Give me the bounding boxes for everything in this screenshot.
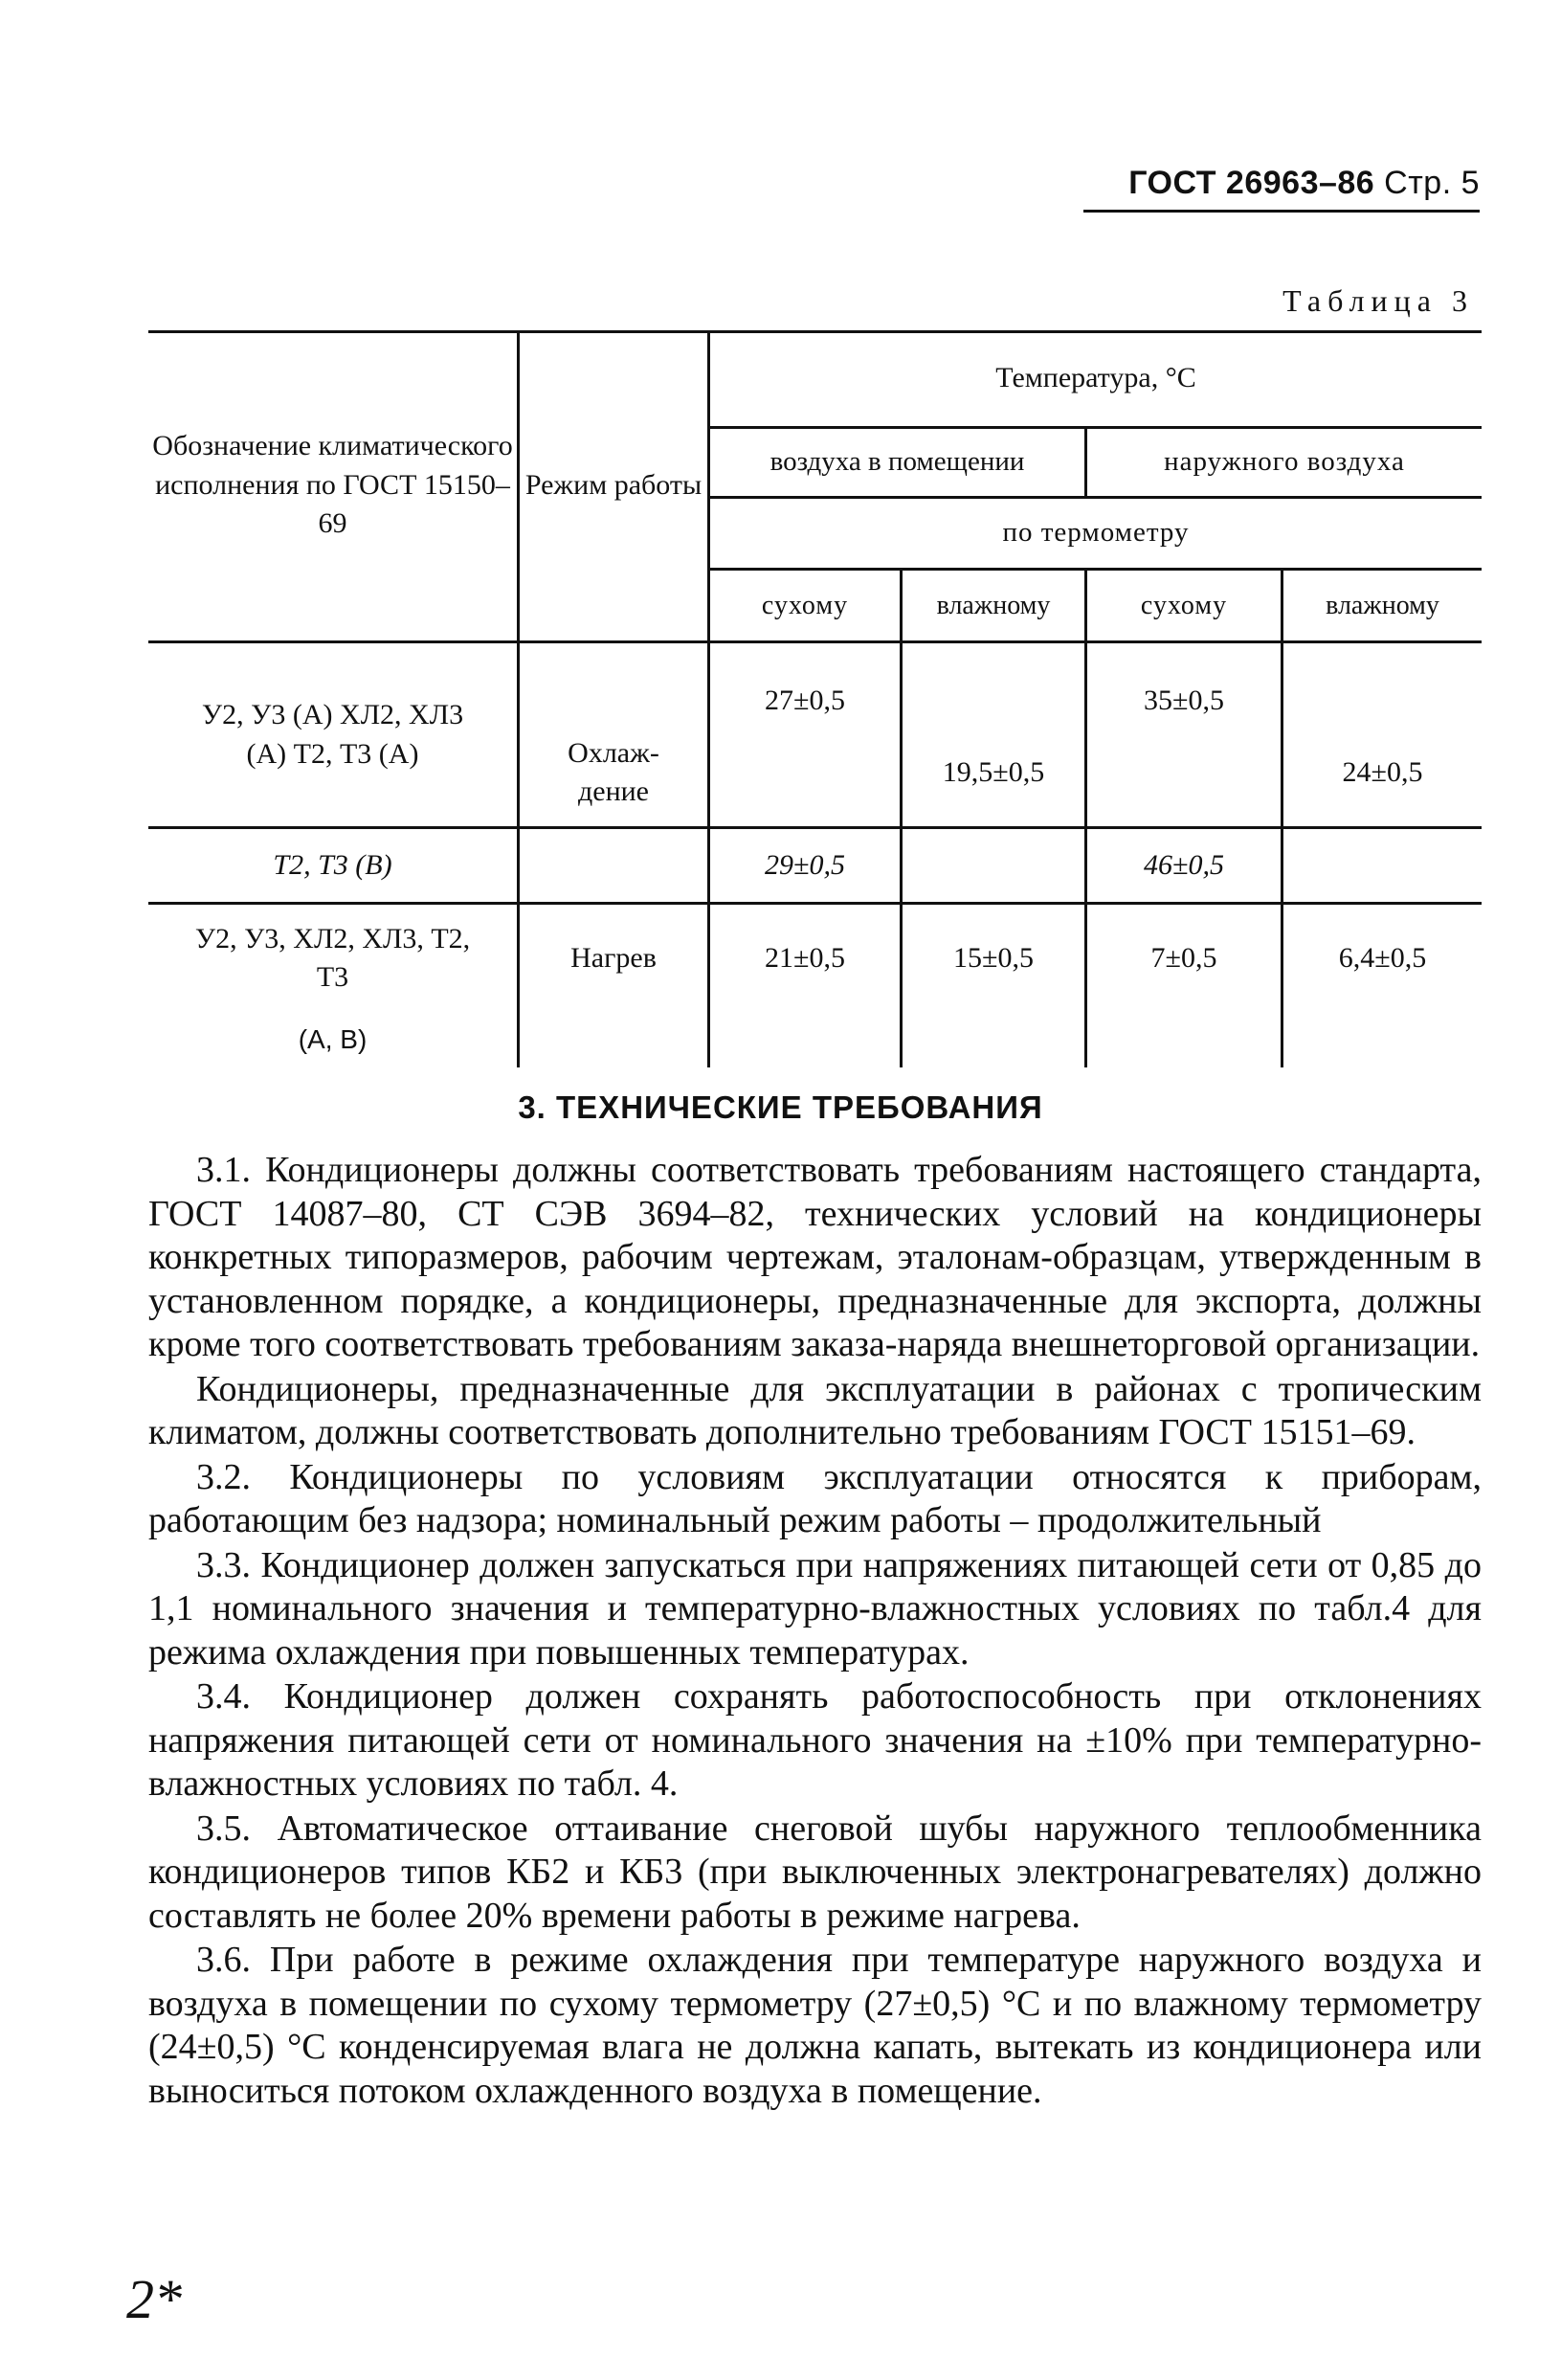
header-dry-indoor: сухому xyxy=(761,590,849,620)
header-designation: Обозначение климатического исполнения по ГОСТ 15150–69 xyxy=(152,430,513,540)
header-indoor-air: воздуха в помещении xyxy=(769,446,1025,478)
page-header xyxy=(1083,165,1480,213)
paragraph-3-5: 3.5. Автоматическое оттаивание снеговой шубы наружного теплообменника кондиционеров типов КБ2 и КБ3 (при выключенных электронагревателях) должно составлять не более 20% времени работы в режиме нагрева. xyxy=(148,1807,1482,1936)
row3-indoor-dry: 21±0,5 xyxy=(765,941,845,974)
paragraph-3-3: 3.3. Кондиционер должен запускаться при напряжениях питающей сети от 0,85 до 1,1 номинального значения и температурно-влажностных условиях по табл.4 для режима охлаждения при повышенных температурах. xyxy=(148,1544,1482,1673)
row1-indoor-dry: 27±0,5 xyxy=(765,684,845,716)
body-text xyxy=(148,1149,1482,2114)
header-by-thermometer: по термометру xyxy=(1002,517,1190,549)
paragraph-3-4: 3.4. Кондиционер должен сохранять работоспособность при отклонениях напряжения питающей сети от номинального значения на ±10% при температурно-влажностных условиях по табл. 4. xyxy=(148,1676,1482,1804)
paragraph-3-2: 3.2. Кондиционеры по условиям эксплуатации относятся к приборам, работающим без надзора; номинальный режим работы – продолжительный xyxy=(148,1456,1482,1540)
cooling-mode: Охлаж- дение xyxy=(568,736,659,807)
row2-indoor-dry: 29±0,5 xyxy=(765,848,845,881)
row3-indoor-wet: 15±0,5 xyxy=(953,941,1034,974)
climate-table xyxy=(148,330,1482,1067)
page-number: Стр. 5 xyxy=(1384,165,1480,201)
row3-designation-extra: (А, В) xyxy=(298,1024,368,1055)
cooling-indoor-wet: 19,5±0,5 xyxy=(942,755,1045,788)
header-wet-outdoor: влажному xyxy=(1326,590,1439,620)
header-wet-indoor: влажному xyxy=(936,590,1051,620)
table-caption: Таблица 3 xyxy=(1282,283,1474,318)
signature-mark: 2* xyxy=(126,2268,182,2330)
standard-number: ГОСТ 26963–86 xyxy=(1128,165,1375,201)
paragraph-3-6: 3.6. При работе в режиме охлаждения при температуре наружного воздуха и воздуха в помещении по сухому термометру (27±0,5) °С и по влажному термометру (24±0,5) °С конденсируемая влага не должна капать, вытекать из кондиционера или выноситься потоком охлажденного воздуха в помещение. xyxy=(148,1940,1482,2111)
header-mode: Режим работы xyxy=(524,468,702,501)
row2-designation: Т2, Т3 (В) xyxy=(273,848,392,881)
row3-outdoor-wet: 6,4±0,5 xyxy=(1338,941,1427,974)
cooling-outdoor-wet: 24±0,5 xyxy=(1342,755,1423,788)
section-title: 3. ТЕХНИЧЕСКИЕ ТРЕБОВАНИЯ xyxy=(518,1089,1043,1125)
row3-outdoor-dry: 7±0,5 xyxy=(1150,941,1217,974)
row1-designation: У2, У3 (А) ХЛ2, ХЛ3 (А) Т2, Т3 (А) xyxy=(201,699,464,770)
paragraph-3-1-tropical: Кондиционеры, предназначенные для эксплуатации в районах с тропическим климатом, должны соответствовать дополнительно требованиям ГОСТ 15151–69. xyxy=(148,1368,1482,1452)
header-outdoor-air: наружного воздуха xyxy=(1164,446,1405,478)
row3-mode: Нагрев xyxy=(570,941,657,974)
row3-designation: У2, У3, ХЛ2, ХЛ3, Т2, Т3 xyxy=(194,922,471,993)
paragraph-3-1: 3.1. Кондиционеры должны соответствовать требованиям настоящего стандарта, ГОСТ 14087–80, СТ СЭВ 3694–82, технических условий на кондиционеры конкретных типоразмеров, рабочим чертежам, эталонам-образцам, утвержденным в установленном порядке, а кондиционеры, предназначенные для экспорта, должны кроме того соответствовать требованиям заказа-наряда внешнеторговой организации. xyxy=(148,1150,1482,1364)
row2-outdoor-dry: 46±0,5 xyxy=(1144,848,1224,881)
header-temperature: Температура, °С xyxy=(995,361,1196,393)
row1-outdoor-dry: 35±0,5 xyxy=(1144,684,1224,716)
header-dry-outdoor: сухому xyxy=(1140,590,1228,620)
